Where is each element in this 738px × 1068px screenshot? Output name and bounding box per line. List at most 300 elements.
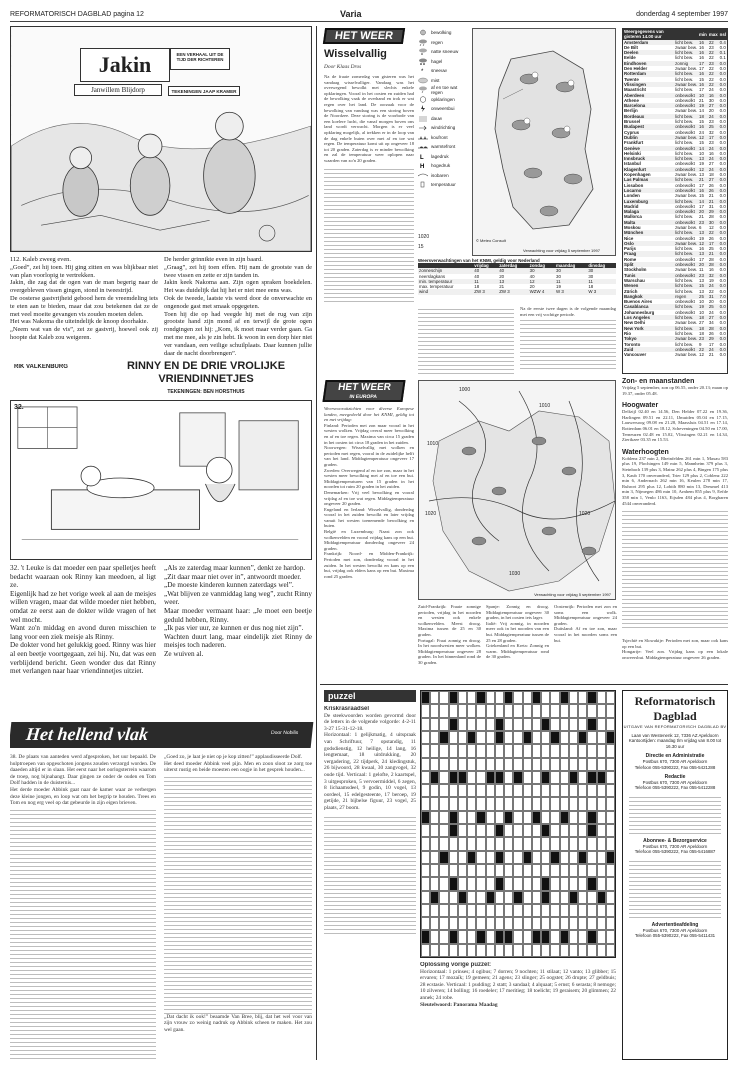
crossword-cell[interactable] [560, 758, 569, 771]
crossword-cell[interactable] [550, 771, 559, 784]
crossword-cell[interactable] [532, 891, 541, 904]
crossword-cell[interactable] [560, 837, 569, 850]
crossword-cell[interactable] [597, 704, 606, 717]
crossword-cell[interactable] [569, 917, 578, 930]
crossword-cell[interactable] [449, 837, 458, 850]
crossword-cell[interactable] [569, 824, 578, 837]
crossword-cell[interactable] [532, 771, 541, 784]
crossword-cell[interactable] [495, 864, 504, 877]
crossword-cell[interactable] [606, 758, 615, 771]
crossword-cell[interactable] [597, 691, 606, 704]
crossword-cell[interactable] [421, 784, 430, 797]
crossword-cell[interactable] [560, 904, 569, 917]
crossword-cell[interactable] [597, 864, 606, 877]
crossword-cell[interactable] [578, 784, 587, 797]
crossword-cell[interactable] [550, 917, 559, 930]
crossword-cell[interactable] [486, 784, 495, 797]
crossword-cell[interactable] [486, 797, 495, 810]
crossword-cell[interactable] [550, 930, 559, 943]
crossword-cell[interactable] [467, 744, 476, 757]
crossword-cell[interactable] [476, 758, 485, 771]
crossword-cell[interactable] [532, 731, 541, 744]
crossword-cell[interactable] [597, 744, 606, 757]
crossword-cell[interactable] [495, 811, 504, 824]
crossword-cell[interactable] [449, 891, 458, 904]
crossword-cell[interactable] [458, 704, 467, 717]
crossword-cell[interactable] [550, 718, 559, 731]
crossword-cell[interactable] [560, 704, 569, 717]
crossword-cell[interactable] [606, 864, 615, 877]
crossword-cell[interactable] [458, 824, 467, 837]
crossword-cell[interactable] [458, 691, 467, 704]
crossword-cell[interactable] [458, 877, 467, 890]
crossword-cell[interactable] [449, 797, 458, 810]
crossword-cell[interactable] [486, 718, 495, 731]
crossword-cell[interactable] [606, 691, 615, 704]
crossword-cell[interactable] [476, 704, 485, 717]
crossword-cell[interactable] [449, 784, 458, 797]
crossword-cell[interactable] [597, 811, 606, 824]
crossword-cell[interactable] [560, 824, 569, 837]
crossword-cell[interactable] [430, 797, 439, 810]
crossword-cell[interactable] [523, 797, 532, 810]
crossword-cell[interactable] [439, 797, 448, 810]
crossword-cell[interactable] [513, 758, 522, 771]
crossword-cell[interactable] [587, 864, 596, 877]
crossword-cell[interactable] [430, 851, 439, 864]
crossword-cell[interactable] [504, 837, 513, 850]
crossword-cell[interactable] [467, 891, 476, 904]
crossword-cell[interactable] [504, 904, 513, 917]
crossword-cell[interactable] [513, 930, 522, 943]
crossword-cell[interactable] [513, 691, 522, 704]
crossword-cell[interactable] [486, 824, 495, 837]
crossword-cell[interactable] [560, 718, 569, 731]
crossword-cell[interactable] [513, 824, 522, 837]
crossword-cell[interactable] [421, 891, 430, 904]
crossword-cell[interactable] [597, 758, 606, 771]
crossword-cell[interactable] [467, 930, 476, 943]
crossword-cell[interactable] [504, 824, 513, 837]
crossword-cell[interactable] [560, 917, 569, 930]
crossword-cell[interactable] [587, 917, 596, 930]
crossword-cell[interactable] [458, 851, 467, 864]
crossword-cell[interactable] [439, 891, 448, 904]
crossword-cell[interactable] [430, 837, 439, 850]
crossword-cell[interactable] [597, 731, 606, 744]
crossword-cell[interactable] [523, 691, 532, 704]
crossword-cell[interactable] [569, 930, 578, 943]
crossword-cell[interactable] [532, 718, 541, 731]
crossword-cell[interactable] [578, 744, 587, 757]
crossword-cell[interactable] [532, 904, 541, 917]
crossword-cell[interactable] [578, 718, 587, 731]
crossword-cell[interactable] [449, 864, 458, 877]
crossword-cell[interactable] [476, 837, 485, 850]
crossword-cell[interactable] [421, 771, 430, 784]
crossword-cell[interactable] [523, 718, 532, 731]
crossword-cell[interactable] [486, 744, 495, 757]
crossword-cell[interactable] [486, 851, 495, 864]
crossword-cell[interactable] [606, 877, 615, 890]
crossword-cell[interactable] [560, 731, 569, 744]
crossword-cell[interactable] [523, 837, 532, 850]
crossword-cell[interactable] [532, 864, 541, 877]
crossword-cell[interactable] [439, 864, 448, 877]
crossword-cell[interactable] [541, 744, 550, 757]
crossword-cell[interactable] [430, 744, 439, 757]
crossword-cell[interactable] [458, 837, 467, 850]
crossword-cell[interactable] [449, 851, 458, 864]
crossword-cell[interactable] [439, 718, 448, 731]
crossword-cell[interactable] [421, 864, 430, 877]
crossword-cell[interactable] [439, 758, 448, 771]
crossword-cell[interactable] [569, 851, 578, 864]
crossword-cell[interactable] [560, 877, 569, 890]
crossword-cell[interactable] [550, 811, 559, 824]
crossword-cell[interactable] [439, 704, 448, 717]
crossword-cell[interactable] [476, 877, 485, 890]
crossword-cell[interactable] [504, 704, 513, 717]
crossword-cell[interactable] [476, 851, 485, 864]
crossword-cell[interactable] [532, 944, 541, 957]
crossword-cell[interactable] [486, 944, 495, 957]
crossword-cell[interactable] [532, 837, 541, 850]
crossword-cell[interactable] [541, 864, 550, 877]
crossword-cell[interactable] [569, 811, 578, 824]
crossword-cell[interactable] [421, 851, 430, 864]
crossword-cell[interactable] [532, 784, 541, 797]
crossword-cell[interactable] [578, 771, 587, 784]
crossword-cell[interactable] [504, 758, 513, 771]
crossword-cell[interactable] [458, 718, 467, 731]
crossword-cell[interactable] [550, 944, 559, 957]
crossword-cell[interactable] [458, 944, 467, 957]
crossword-cell[interactable] [541, 851, 550, 864]
crossword-cell[interactable] [495, 784, 504, 797]
crossword-cell[interactable] [430, 704, 439, 717]
crossword-cell[interactable] [467, 784, 476, 797]
crossword-cell[interactable] [467, 771, 476, 784]
crossword-cell[interactable] [569, 704, 578, 717]
crossword-cell[interactable] [550, 837, 559, 850]
crossword-cell[interactable] [504, 771, 513, 784]
crossword-cell[interactable] [458, 864, 467, 877]
crossword-cell[interactable] [523, 758, 532, 771]
crossword-cell[interactable] [430, 691, 439, 704]
crossword-cell[interactable] [467, 904, 476, 917]
crossword-cell[interactable] [541, 797, 550, 810]
crossword-cell[interactable] [449, 731, 458, 744]
crossword-cell[interactable] [569, 784, 578, 797]
crossword-cell[interactable] [560, 891, 569, 904]
crossword-cell[interactable] [486, 930, 495, 943]
crossword-cell[interactable] [504, 797, 513, 810]
crossword-cell[interactable] [550, 691, 559, 704]
crossword-cell[interactable] [439, 917, 448, 930]
crossword-cell[interactable] [513, 811, 522, 824]
crossword-cell[interactable] [606, 784, 615, 797]
crossword-cell[interactable] [495, 758, 504, 771]
crossword-cell[interactable] [578, 704, 587, 717]
crossword-cell[interactable] [587, 944, 596, 957]
crossword-cell[interactable] [458, 744, 467, 757]
crossword-cell[interactable] [532, 877, 541, 890]
crossword-cell[interactable] [606, 704, 615, 717]
crossword-cell[interactable] [587, 784, 596, 797]
crossword-cell[interactable] [458, 797, 467, 810]
crossword-cell[interactable] [513, 877, 522, 890]
crossword-cell[interactable] [578, 877, 587, 890]
crossword-cell[interactable] [597, 824, 606, 837]
crossword-cell[interactable] [532, 758, 541, 771]
crossword-cell[interactable] [606, 718, 615, 731]
crossword-cell[interactable] [569, 944, 578, 957]
crossword-cell[interactable] [504, 784, 513, 797]
crossword-cell[interactable] [606, 917, 615, 930]
crossword-cell[interactable] [495, 904, 504, 917]
crossword-cell[interactable] [421, 824, 430, 837]
crossword-grid[interactable] [420, 690, 616, 958]
crossword-cell[interactable] [439, 744, 448, 757]
crossword-cell[interactable] [523, 824, 532, 837]
crossword-cell[interactable] [486, 877, 495, 890]
crossword-cell[interactable] [578, 944, 587, 957]
crossword-cell[interactable] [578, 758, 587, 771]
crossword-cell[interactable] [550, 784, 559, 797]
crossword-cell[interactable] [476, 904, 485, 917]
crossword-cell[interactable] [467, 824, 476, 837]
crossword-cell[interactable] [430, 718, 439, 731]
crossword-cell[interactable] [578, 904, 587, 917]
crossword-cell[interactable] [541, 904, 550, 917]
crossword-cell[interactable] [550, 797, 559, 810]
crossword-cell[interactable] [597, 944, 606, 957]
crossword-cell[interactable] [560, 744, 569, 757]
crossword-cell[interactable] [513, 731, 522, 744]
crossword-cell[interactable] [569, 691, 578, 704]
crossword-cell[interactable] [467, 718, 476, 731]
crossword-cell[interactable] [597, 904, 606, 917]
crossword-cell[interactable] [597, 930, 606, 943]
crossword-cell[interactable] [513, 704, 522, 717]
crossword-cell[interactable] [476, 731, 485, 744]
crossword-cell[interactable] [560, 784, 569, 797]
crossword-cell[interactable] [467, 797, 476, 810]
crossword-cell[interactable] [587, 797, 596, 810]
crossword-cell[interactable] [439, 930, 448, 943]
crossword-cell[interactable] [587, 837, 596, 850]
crossword-cell[interactable] [569, 758, 578, 771]
crossword-cell[interactable] [439, 824, 448, 837]
crossword-cell[interactable] [578, 864, 587, 877]
crossword-cell[interactable] [449, 944, 458, 957]
crossword-cell[interactable] [541, 731, 550, 744]
crossword-cell[interactable] [532, 744, 541, 757]
crossword-cell[interactable] [439, 837, 448, 850]
crossword-cell[interactable] [513, 917, 522, 930]
crossword-cell[interactable] [430, 944, 439, 957]
crossword-cell[interactable] [578, 691, 587, 704]
crossword-cell[interactable] [597, 917, 606, 930]
crossword-cell[interactable] [606, 837, 615, 850]
crossword-cell[interactable] [476, 744, 485, 757]
crossword-cell[interactable] [578, 930, 587, 943]
crossword-cell[interactable] [486, 917, 495, 930]
crossword-cell[interactable] [597, 784, 606, 797]
crossword-cell[interactable] [421, 718, 430, 731]
crossword-cell[interactable] [430, 758, 439, 771]
crossword-cell[interactable] [439, 944, 448, 957]
crossword-cell[interactable] [458, 758, 467, 771]
crossword-cell[interactable] [523, 704, 532, 717]
crossword-cell[interactable] [486, 704, 495, 717]
crossword-cell[interactable] [458, 811, 467, 824]
crossword-cell[interactable] [458, 731, 467, 744]
crossword-cell[interactable] [449, 744, 458, 757]
crossword-cell[interactable] [541, 917, 550, 930]
crossword-cell[interactable] [569, 837, 578, 850]
crossword-cell[interactable] [523, 930, 532, 943]
crossword-cell[interactable] [578, 917, 587, 930]
crossword-cell[interactable] [513, 718, 522, 731]
crossword-cell[interactable] [569, 731, 578, 744]
crossword-cell[interactable] [421, 837, 430, 850]
crossword-cell[interactable] [504, 944, 513, 957]
crossword-cell[interactable] [541, 704, 550, 717]
crossword-cell[interactable] [504, 851, 513, 864]
crossword-cell[interactable] [495, 944, 504, 957]
crossword-cell[interactable] [541, 758, 550, 771]
crossword-cell[interactable] [606, 930, 615, 943]
crossword-cell[interactable] [467, 944, 476, 957]
crossword-cell[interactable] [513, 744, 522, 757]
crossword-cell[interactable] [421, 917, 430, 930]
crossword-cell[interactable] [467, 758, 476, 771]
crossword-cell[interactable] [587, 851, 596, 864]
crossword-cell[interactable] [541, 837, 550, 850]
crossword-cell[interactable] [421, 877, 430, 890]
crossword-cell[interactable] [587, 758, 596, 771]
crossword-cell[interactable] [550, 704, 559, 717]
crossword-cell[interactable] [606, 891, 615, 904]
crossword-cell[interactable] [504, 917, 513, 930]
crossword-cell[interactable] [467, 917, 476, 930]
crossword-cell[interactable] [532, 824, 541, 837]
crossword-cell[interactable] [486, 758, 495, 771]
crossword-cell[interactable] [495, 704, 504, 717]
crossword-cell[interactable] [541, 784, 550, 797]
crossword-cell[interactable] [421, 944, 430, 957]
crossword-cell[interactable] [523, 904, 532, 917]
crossword-cell[interactable] [569, 718, 578, 731]
crossword-cell[interactable] [504, 891, 513, 904]
crossword-cell[interactable] [550, 891, 559, 904]
crossword-cell[interactable] [467, 864, 476, 877]
crossword-cell[interactable] [504, 744, 513, 757]
crossword-cell[interactable] [523, 877, 532, 890]
crossword-cell[interactable] [606, 944, 615, 957]
crossword-cell[interactable] [569, 864, 578, 877]
crossword-cell[interactable] [476, 797, 485, 810]
crossword-cell[interactable] [513, 797, 522, 810]
crossword-cell[interactable] [513, 837, 522, 850]
crossword-cell[interactable] [513, 944, 522, 957]
crossword-cell[interactable] [495, 797, 504, 810]
crossword-cell[interactable] [550, 824, 559, 837]
crossword-cell[interactable] [587, 744, 596, 757]
crossword-cell[interactable] [430, 824, 439, 837]
crossword-cell[interactable] [587, 704, 596, 717]
crossword-cell[interactable] [449, 904, 458, 917]
crossword-cell[interactable] [560, 864, 569, 877]
crossword-cell[interactable] [486, 864, 495, 877]
crossword-cell[interactable] [523, 864, 532, 877]
crossword-cell[interactable] [606, 771, 615, 784]
crossword-cell[interactable] [513, 851, 522, 864]
crossword-cell[interactable] [458, 784, 467, 797]
crossword-cell[interactable] [523, 784, 532, 797]
crossword-cell[interactable] [597, 797, 606, 810]
crossword-cell[interactable] [513, 864, 522, 877]
crossword-cell[interactable] [430, 917, 439, 930]
crossword-cell[interactable] [532, 917, 541, 930]
crossword-cell[interactable] [495, 744, 504, 757]
crossword-cell[interactable] [458, 917, 467, 930]
crossword-cell[interactable] [439, 904, 448, 917]
crossword-cell[interactable] [597, 837, 606, 850]
crossword-cell[interactable] [541, 691, 550, 704]
crossword-cell[interactable] [476, 771, 485, 784]
crossword-cell[interactable] [495, 691, 504, 704]
crossword-cell[interactable] [560, 797, 569, 810]
crossword-cell[interactable] [458, 904, 467, 917]
crossword-cell[interactable] [523, 944, 532, 957]
crossword-cell[interactable] [569, 877, 578, 890]
crossword-cell[interactable] [578, 811, 587, 824]
crossword-cell[interactable] [606, 797, 615, 810]
crossword-cell[interactable] [476, 718, 485, 731]
crossword-cell[interactable] [476, 891, 485, 904]
crossword-cell[interactable] [560, 771, 569, 784]
crossword-cell[interactable] [476, 824, 485, 837]
crossword-cell[interactable] [532, 704, 541, 717]
crossword-cell[interactable] [421, 731, 430, 744]
crossword-cell[interactable] [467, 704, 476, 717]
crossword-cell[interactable] [439, 811, 448, 824]
crossword-cell[interactable] [439, 771, 448, 784]
crossword-cell[interactable] [606, 811, 615, 824]
crossword-cell[interactable] [587, 904, 596, 917]
crossword-cell[interactable] [504, 877, 513, 890]
crossword-cell[interactable] [504, 731, 513, 744]
crossword-cell[interactable] [439, 784, 448, 797]
crossword-cell[interactable] [550, 904, 559, 917]
crossword-cell[interactable] [430, 930, 439, 943]
crossword-cell[interactable] [458, 930, 467, 943]
crossword-cell[interactable] [606, 904, 615, 917]
crossword-cell[interactable] [560, 944, 569, 957]
crossword-cell[interactable] [439, 877, 448, 890]
crossword-cell[interactable] [430, 877, 439, 890]
crossword-cell[interactable] [430, 904, 439, 917]
crossword-cell[interactable] [560, 851, 569, 864]
crossword-cell[interactable] [430, 731, 439, 744]
crossword-cell[interactable] [532, 851, 541, 864]
crossword-cell[interactable] [476, 944, 485, 957]
crossword-cell[interactable] [449, 758, 458, 771]
crossword-cell[interactable] [430, 784, 439, 797]
